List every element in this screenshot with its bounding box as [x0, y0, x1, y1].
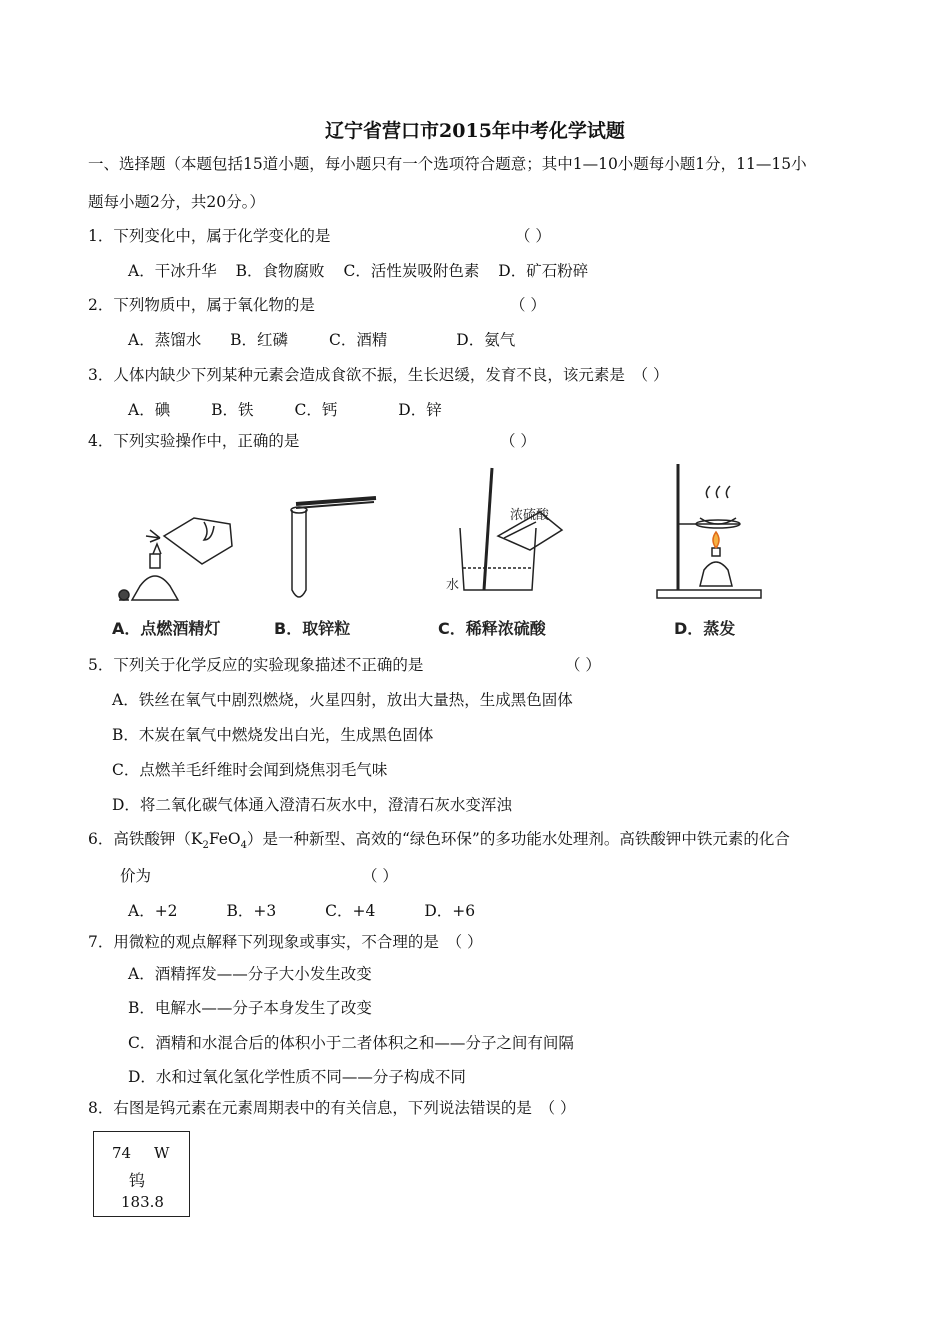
q8-stem: 8．右图是钨元素在元素周期表中的有关信息，下列说法错误的是 （ ）: [88, 1099, 576, 1117]
q6-options: [128, 901, 475, 921]
water-label: 水: [446, 578, 460, 593]
q7-option-b[interactable]: B．电解水——分子本身发生了改变: [128, 999, 372, 1017]
q3-option-d[interactable]: D．锌: [398, 401, 442, 419]
caption-d[interactable]: D．蒸发: [674, 619, 736, 638]
caption-a[interactable]: A．点燃酒精灯: [112, 619, 221, 638]
acid-label: 浓硫酸: [510, 508, 550, 523]
element-name: 钨: [129, 1171, 146, 1190]
q5-option-d[interactable]: D．将二氧化碳气体通入澄清石灰水中，澄清石灰水变浑浊: [112, 796, 512, 814]
q3-option-b[interactable]: B．铁: [211, 401, 254, 419]
atomic-mass: 183.8: [121, 1193, 164, 1211]
q3-option-c[interactable]: C．钙: [294, 401, 338, 419]
page-title: 辽宁省营口市2015年中考化学试题: [325, 120, 625, 142]
q4-stem: 4．下列实验操作中，正确的是: [88, 432, 300, 450]
q5-stem: 5．下列关于化学反应的实验现象描述不正确的是: [88, 656, 424, 674]
q7-option-a[interactable]: A．酒精挥发——分子大小发生改变: [128, 965, 372, 983]
element-symbol: W: [154, 1144, 170, 1162]
q6-option-b[interactable]: B．+3: [226, 902, 277, 920]
q5-answer-paren[interactable]: （ ）: [565, 656, 601, 674]
q3-option-a[interactable]: A．碘: [128, 401, 171, 419]
q2-stem: 2．下列物质中，属于氧化物的是: [88, 296, 315, 314]
q2-answer-paren[interactable]: （ ）: [510, 296, 546, 314]
q6-stem-line2: 价为: [120, 867, 152, 885]
atomic-number: 74: [112, 1144, 132, 1162]
q2-option-d[interactable]: D．氨气: [456, 331, 516, 349]
q6-answer-paren[interactable]: （ ）: [362, 867, 398, 885]
q2-options: [128, 330, 515, 350]
beaker-c: [460, 468, 562, 590]
q1-option-d[interactable]: D．矿石粉碎: [498, 262, 589, 280]
q3-stem: 3．人体内缺少下列某种元素会造成食欲不振，生长迟缓，发育不良，该元素是 （ ）: [88, 366, 669, 384]
q1-options: [128, 261, 588, 281]
q3-options: [128, 400, 442, 420]
section-intro-line2: 题每小题2分，共20分。）: [88, 193, 265, 211]
q6-option-d[interactable]: D．+6: [424, 902, 476, 920]
caption-c[interactable]: C．稀释浓硫酸: [438, 619, 546, 638]
periodic-table-cell: [93, 1131, 190, 1217]
evaporation-stand-d: [657, 464, 761, 598]
q7-option-c[interactable]: C．酒精和水混合后的体积小于二者体积之和——分子之间有间隔: [128, 1034, 574, 1052]
caption-b[interactable]: B．取锌粒: [274, 619, 351, 638]
q2-option-a[interactable]: A．蒸馏水: [128, 331, 202, 349]
q6-option-a[interactable]: A．+2: [128, 902, 178, 920]
q1-answer-paren[interactable]: （ ）: [515, 227, 551, 245]
q1-option-a[interactable]: A．干冰升华: [128, 262, 217, 280]
section-intro-line1: 一、选择题（本题包括15道小题，每小题只有一个选项符合题意；其中1—10小题每小题1分，11—15小: [88, 155, 807, 173]
q4-apparatus-figure: [100, 458, 780, 644]
q6-stem: 6．高铁酸钾$(K_2FeO_4)$是一种新型、高效的“绿色环保”的多功能水处理剂。高铁酸钾中铁元素的化合: [88, 830, 790, 852]
q1-option-c[interactable]: C．活性炭吸附色素: [343, 262, 480, 280]
q1-option-b[interactable]: B．食物腐败: [235, 262, 325, 280]
alcohol-lamp-a: [119, 518, 232, 600]
q5-option-a[interactable]: A．铁丝在氧气中剧烈燃烧，火星四射，放出大量热，生成黑色固体: [112, 691, 573, 709]
q7-option-d[interactable]: D．水和过氧化氢化学性质不同——分子构成不同: [128, 1068, 466, 1086]
q4-answer-paren[interactable]: （ ）: [500, 432, 536, 450]
q7-stem: 7．用微粒的观点解释下列现象或事实，不合理的是 （ ）: [88, 933, 483, 951]
q1-stem: 1．下列变化中，属于化学变化的是: [88, 227, 331, 245]
q2-option-b[interactable]: B．红磷: [230, 331, 289, 349]
q2-option-c[interactable]: C．酒精: [328, 331, 388, 349]
q5-option-c[interactable]: C．点燃羊毛纤维时会闻到烧焦羽毛气味: [112, 761, 388, 779]
q5-option-b[interactable]: B．木炭在氧气中燃烧发出白光，生成黑色固体: [112, 726, 434, 744]
test-tube-b: [291, 498, 376, 597]
q6-option-c[interactable]: C．+4: [325, 902, 376, 920]
